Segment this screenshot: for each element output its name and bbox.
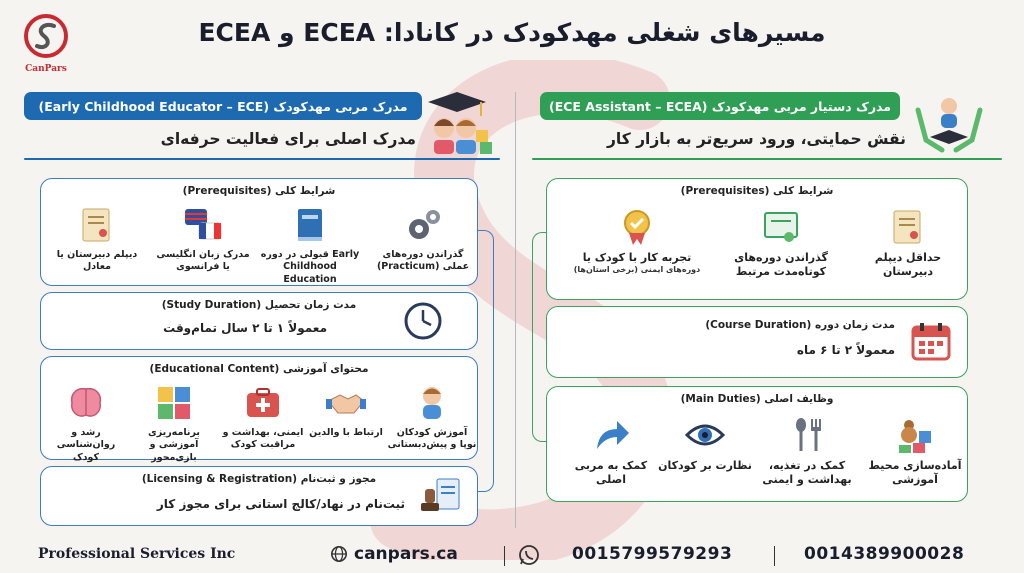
ece-underline [24, 158, 500, 160]
footer-phone-2[interactable]: 0014389900028 [804, 544, 965, 564]
ece-content-safety: ایمنی، بهداشت و مراقبت کودک [219, 383, 307, 452]
ece-prereq-language: مدرک زبان انگلیسی یا فرانسوی [153, 205, 253, 274]
whatsapp-icon [518, 544, 540, 566]
footer-separator [504, 546, 505, 566]
ecea-duty-environment: آماده‌سازی محیط آموزشی [865, 415, 965, 488]
toddler-icon [412, 383, 452, 423]
ecea-prerequisites-card [546, 178, 968, 300]
brand-name: CanPars [25, 64, 67, 74]
stamp-icon [419, 475, 463, 519]
cutlery-icon [787, 415, 827, 455]
ecea-duties-card [546, 386, 968, 502]
diploma-icon [77, 205, 117, 245]
canpars-logo-icon [24, 14, 68, 58]
flags-icon [183, 205, 223, 245]
ece-duration-card [40, 292, 478, 350]
ecea-duration-card [546, 306, 968, 378]
ece-prereq-practicum: گذراندن دوره‌های عملی (Practicum) [371, 205, 475, 274]
book-icon [290, 205, 330, 245]
ece-content-toddlers: آموزش کودکان نوپا و پیش‌دبستانی [387, 383, 477, 452]
ecea-duty-supervision: نظارت بر کودکان [657, 415, 753, 473]
ece-content-card [40, 356, 478, 463]
ece-duration-text: معمولاً ۱ تا ۲ سال تمام‌وقت [163, 321, 327, 335]
toys-icon [895, 415, 935, 455]
ece-licensing-text: ثبت‌نام در نهاد/کالج استانی برای مجوز کار [156, 497, 405, 511]
eye-icon [685, 415, 725, 455]
ecea-duration-text: معمولاً ۲ تا ۶ ماه [796, 343, 895, 357]
ece-content-title: محتوای آموزشی (Educational Content) [149, 363, 369, 375]
brain-icon [66, 383, 106, 423]
certificate-icon [761, 207, 801, 247]
ecea-prereq-experience: تجربه کار با کودک یا دوره‌های ایمنی (برخی استان‌ها) [559, 207, 715, 274]
gears-icon [403, 205, 443, 245]
diploma-icon [888, 207, 928, 247]
ecea-duty-assist: کمک به مربی اصلی [565, 415, 657, 488]
kids-graduation-icon [420, 90, 494, 156]
badge-icon [617, 207, 657, 247]
ecea-prereq-courses: گذراندن دوره‌های کوتاه‌مدت مرتبط [719, 207, 843, 280]
ece-subtitle: مدرک اصلی برای فعالیت حرفه‌ای [160, 130, 416, 148]
footer-website-text: canpars.ca [354, 544, 458, 564]
hands-graduation-icon [912, 90, 986, 156]
ece-duration-title: مدت زمان تحصیل (Study Duration) [161, 299, 357, 311]
clock-icon [403, 301, 443, 341]
footer-separator [774, 546, 775, 566]
ecea-header [532, 88, 1002, 160]
puzzle-icon [154, 383, 194, 423]
ece-prereq-diploma: دیپلم دبیرستان یا معادل [45, 205, 149, 274]
handshake-icon [326, 383, 366, 423]
footer-website[interactable] [330, 544, 458, 564]
ece-prerequisites-card [40, 178, 478, 286]
ecea-duties-title: وظایف اصلی (Main Duties) [680, 393, 834, 405]
ece-licensing-card [40, 466, 478, 526]
footer-company: Professional Services Inc [38, 546, 236, 562]
ece-prerequisites-title: شرایط کلی (Prerequisites) [182, 185, 336, 197]
globe-icon [330, 545, 348, 563]
ecea-badge: مدرک دستیار مربی مهدکودک (ECE Assistant – ECEA) [540, 92, 900, 120]
first-aid-icon [243, 383, 283, 423]
footer [0, 536, 1024, 573]
calendar-icon [909, 319, 953, 363]
ece-badge: مدرک مربی مهدکودک (Early Childhood Educator – ECE) [24, 92, 422, 120]
ecea-duration-title: مدت زمان دوره (Course Duration) [705, 319, 895, 331]
ece-header [24, 88, 500, 160]
ece-content-development: رشد و روان‌شناسی کودک [43, 383, 129, 464]
brand-logo [16, 14, 76, 76]
ece-content-parents: ارتباط با والدین [305, 383, 387, 439]
arrow-icon [591, 415, 631, 455]
ecea-duty-feeding: کمک در تغذیه، بهداشت و ایمنی [753, 415, 861, 488]
ece-licensing-title: مجوز و ثبت‌نام (Licensing & Registration) [141, 473, 377, 485]
ece-content-planning: برنامه‌ریزی آموزشی و بازی‌محور [129, 383, 219, 464]
page-title: مسیرهای شغلی مهدکودک در کانادا: ECEA و ECEA [198, 18, 826, 47]
ecea-prereq-diploma: حداقل دیپلم دبیرستان [853, 207, 963, 280]
column-divider [515, 92, 516, 528]
ecea-prerequisites-title: شرایط کلی (Prerequisites) [680, 185, 834, 197]
footer-phone-1[interactable]: 0015799579293 [572, 544, 733, 564]
ecea-subtitle: نقش حمایتی، ورود سریع‌تر به بازار کار [606, 130, 906, 148]
ece-prereq-course: Early قبولی در دوره Childhood Education [255, 205, 365, 286]
ecea-underline [532, 158, 1002, 160]
